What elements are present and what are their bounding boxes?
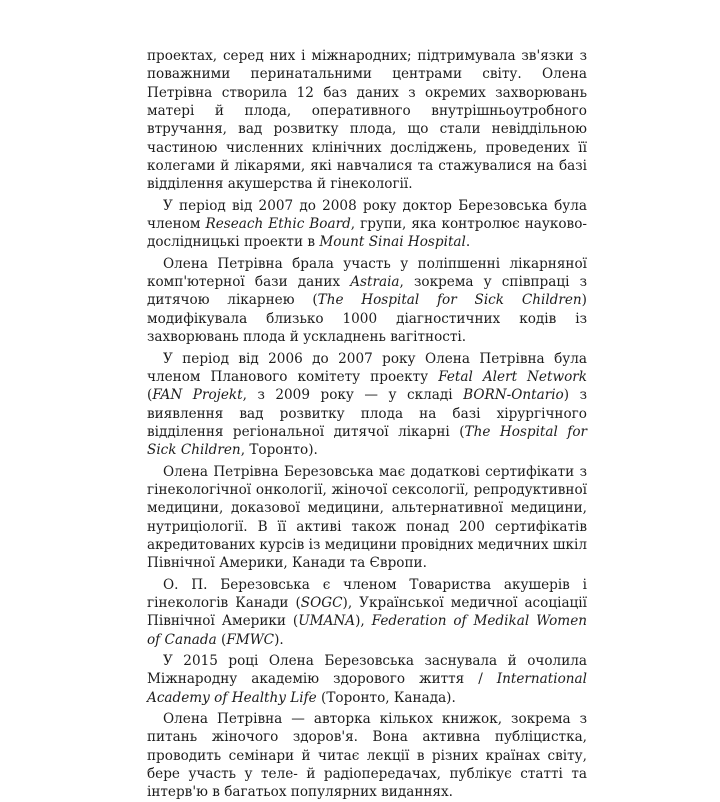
paragraph-italic-term: Mount Sinai Hospital bbox=[319, 234, 466, 251]
paragraph bbox=[147, 350, 587, 460]
paragraph-text: ( bbox=[147, 387, 153, 404]
paragraph-text: ( bbox=[216, 631, 227, 648]
paragraph bbox=[147, 47, 587, 194]
paragraph bbox=[147, 576, 587, 649]
paragraph-text: . bbox=[465, 234, 471, 251]
paragraph-text: Олена Петрівна — авторка кількох книжок, зокрема з питань жіночого здоров'я. Вона активна публіцистка, проводить семінари й читає лекції в різних країнах світу, бере участь у теле- й радіопередачах, публікує статті та інтерв'ю в багатьох популярних виданнях. bbox=[147, 711, 587, 801]
page-body-text bbox=[147, 47, 587, 802]
paragraph-text: Олена Петрівна брала участь у поліпшенні лікарняної комп'ютерної бази даних bbox=[147, 255, 587, 291]
paragraph-text: , Торонто). bbox=[240, 442, 318, 459]
paragraph bbox=[147, 463, 587, 573]
paragraph-text: , групи, яка контролює науково-дослідницькі проекти в bbox=[147, 216, 587, 251]
paragraph-text: (Торонто, Канада). bbox=[316, 689, 456, 706]
paragraph bbox=[147, 652, 587, 707]
paragraph bbox=[147, 255, 587, 347]
paragraph-text: , зокрема у співпраці з дитячою лікарнею ( bbox=[147, 274, 588, 309]
paragraph-text: О. П. Березовська є членом Товариства акушерів і гінекологів Канади ( bbox=[147, 576, 587, 611]
paragraph-italic-term: Astraia bbox=[350, 274, 400, 291]
paragraph-italic-term: FAN Projekt bbox=[152, 387, 243, 404]
paragraph-text: ) з виявлення вад розвитку плода на базі хірургічного відділення регіональної дитячої лікарні ( bbox=[147, 387, 587, 440]
paragraph-text: У 2015 році Олена Березовська заснувала й очолила Міжнародну академію здорового життя / bbox=[147, 653, 587, 688]
paragraph-italic-term: Reseach Ethic Board bbox=[205, 216, 351, 233]
paragraph-italic-term: The Hospital for Sick Children bbox=[317, 292, 582, 309]
paragraph-italic-term: SOGC bbox=[300, 594, 343, 611]
paragraph-italic-term: Fetal Alert Network bbox=[438, 368, 587, 385]
paragraph-text: ), Української медичної асоціації Північної Америки ( bbox=[147, 594, 587, 630]
paragraph-italic-term: International Academy of Healthy Life bbox=[147, 671, 587, 706]
paragraph-text: ) модифікувала близько 1000 діагностичних кодів із захворювань плода й ускладнень вагітності. bbox=[147, 292, 587, 346]
paragraph-text: ). bbox=[274, 631, 284, 648]
paragraph bbox=[147, 710, 587, 802]
paragraph-text: ), bbox=[355, 613, 372, 630]
paragraph-text: проектах, серед них і міжнародних; підтримувала зв'язки з поважними перинатальними центрами світу. Олена Петрівна створила 12 баз даних з окремих захворювань матері й плода, оперативного внутрішньоутробного втручання, вад розвитку плода, що стали невіддільною частиною численних клінічних досліджень, проведених її колегами й лікарями, які навчалися та стажувалися на базі відділення акушерства й гінекології. bbox=[147, 48, 587, 193]
paragraph-italic-term: The Hospital for Sick Children bbox=[147, 423, 587, 459]
paragraph-text: У період від 2006 до 2007 року Олена Петрівна була членом Планового комітету проекту bbox=[147, 350, 587, 385]
paragraph-text: Олена Петрівна Березовська має додаткові сертифікати з гінекологічної онкології, жіночої сексології, репродуктивної медицини, доказової медицини, альтернативної медицини, нутриціології. В її активі також понад 200 сертифікатів акредитованих курсів із медицини провідних медичних шкіл Північної Америки, Канади та Європи. bbox=[147, 463, 587, 572]
paragraph-text: , з 2009 року — у складі bbox=[242, 387, 464, 404]
paragraph-italic-term: UMANA bbox=[298, 613, 356, 630]
paragraph-italic-term: BORN-Ontario bbox=[463, 387, 564, 404]
paragraph-italic-term: FMWC bbox=[226, 631, 275, 648]
paragraph-text: У період від 2007 до 2008 року доктор Березовська була членом bbox=[147, 197, 587, 233]
paragraph bbox=[147, 197, 587, 252]
paragraph-italic-term: Federation of Medikal Women of Canada bbox=[147, 613, 587, 648]
